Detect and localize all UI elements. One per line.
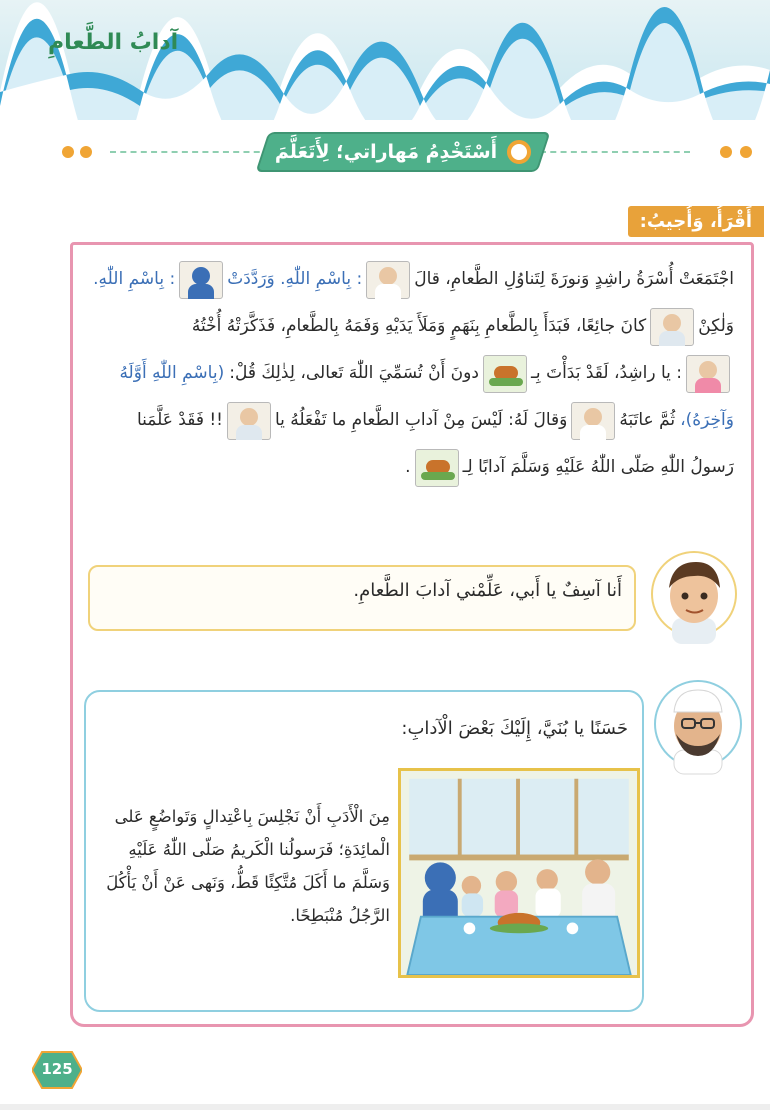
orange-dot bbox=[62, 146, 74, 158]
story-text: رَسولُ اللّٰهِ صَلّى اللّٰهُ عَلَيْهِ وَسَلَّمَ آدابًا لِـ bbox=[462, 457, 734, 477]
story-text: دونَ أَنْ تُسَمِّيَ اللّٰهَ تَعالى، لِذٰلِكَ قُلْ: bbox=[229, 363, 479, 383]
rashid-picture-icon bbox=[650, 308, 694, 346]
food-picture-icon bbox=[415, 449, 459, 487]
story-text: : بِاسْمِ اللّٰهِ. وَرَدَّدَتْ bbox=[227, 269, 363, 289]
orange-dot bbox=[720, 146, 732, 158]
bottom-rule bbox=[0, 1104, 770, 1110]
story-text: وَآخِرَهُ)، bbox=[680, 410, 734, 430]
rashid-avatar-icon bbox=[648, 548, 740, 646]
story-line bbox=[84, 397, 734, 444]
story-text: وَقالَ لَهُ: لَيْسَ مِنْ آدابِ الطَّعامِ ما تَفْعَلُهُ يا bbox=[274, 410, 568, 430]
father-speech-title: حَسَنًا يا بُنَيَّ، إِلَيْكَ بَعْضَ الْآدابِ: bbox=[401, 718, 628, 739]
skills-heading-text: أَسْتَخْدِمُ مَهاراتي؛ لِأَتَعَلَّمَ bbox=[274, 141, 498, 163]
story-text: (بِاسْمِ اللّٰهِ أَوَّلَهُ bbox=[119, 363, 225, 383]
story-text: وَلٰكِنْ bbox=[698, 316, 734, 336]
story-text: !! فَقَدْ عَلَّمَنا bbox=[136, 410, 223, 430]
story-text: : يا راشِدُ، لَقَدْ بَدَأْتَ بِـ bbox=[530, 363, 682, 383]
story-line bbox=[84, 350, 734, 397]
father-picture-icon bbox=[571, 402, 615, 440]
story-text: ثُمَّ عاتَبَهُ bbox=[619, 410, 676, 430]
chapter-title: آدابُ الطَّعامِ bbox=[48, 30, 179, 55]
gear-icon bbox=[507, 140, 531, 164]
story-text: : بِاسْمِ اللّٰهِ. bbox=[93, 269, 176, 289]
orange-dot bbox=[80, 146, 92, 158]
story-text: كانَ جائِعًا، فَبَدَأَ بِالطَّعامِ بِنَهَمٍ وَمَلَأَ يَدَيْهِ وَفَمَهُ بِالطَّعامِ، فَذَكَّرَتْهُ أُخْتُهُ bbox=[191, 316, 647, 336]
story-text: . bbox=[405, 457, 411, 477]
story-line bbox=[84, 444, 734, 491]
story-line bbox=[84, 256, 734, 303]
father-avatar-icon bbox=[652, 676, 744, 776]
mother-picture-icon bbox=[179, 261, 223, 299]
noura-picture-icon bbox=[686, 355, 730, 393]
skills-heading bbox=[262, 132, 544, 172]
story-line bbox=[84, 303, 734, 350]
dashed-line-left bbox=[110, 151, 270, 153]
orange-dot bbox=[740, 146, 752, 158]
table-manners-text: مِنَ الْأَدَبِ أَنْ نَجْلِسَ بِاعْتِدالٍ وَتَواضُعٍ عَلى الْمائِدَةِ؛ فَرَسولُنا الْكَريمُ صَلّى اللّٰهُ عَلَيْهِ وَسَلَّمَ ما أَكَلَ مُتَّكِئًا قَطُّ، وَنَهى عَنْ أَنْ يَأْكُلَ الرَّجُلُ مُنْبَطِحًا. bbox=[106, 807, 390, 925]
family-dinner-illustration bbox=[398, 768, 640, 978]
father-picture-icon bbox=[366, 261, 410, 299]
dashed-line-right bbox=[540, 151, 690, 153]
page-number: 125 bbox=[41, 1060, 73, 1078]
story-paragraph bbox=[84, 256, 734, 491]
rashid-speech-text: أَنا آسِفٌ يا أَبي، عَلِّمْني آدابَ الطَّعامِ. bbox=[353, 580, 622, 601]
story-text: اجْتَمَعَتْ أُسْرَةُ راشِدٍ وَنورَةَ لِتَناوُلِ الطَّعامِ، قالَ bbox=[414, 269, 734, 289]
rashid-picture-icon bbox=[227, 402, 271, 440]
top-wave-banner bbox=[0, 0, 770, 120]
food-picture-icon bbox=[483, 355, 527, 393]
read-and-answer-label: أَقْرَأُ، وَأُجيبُ: bbox=[628, 206, 764, 237]
